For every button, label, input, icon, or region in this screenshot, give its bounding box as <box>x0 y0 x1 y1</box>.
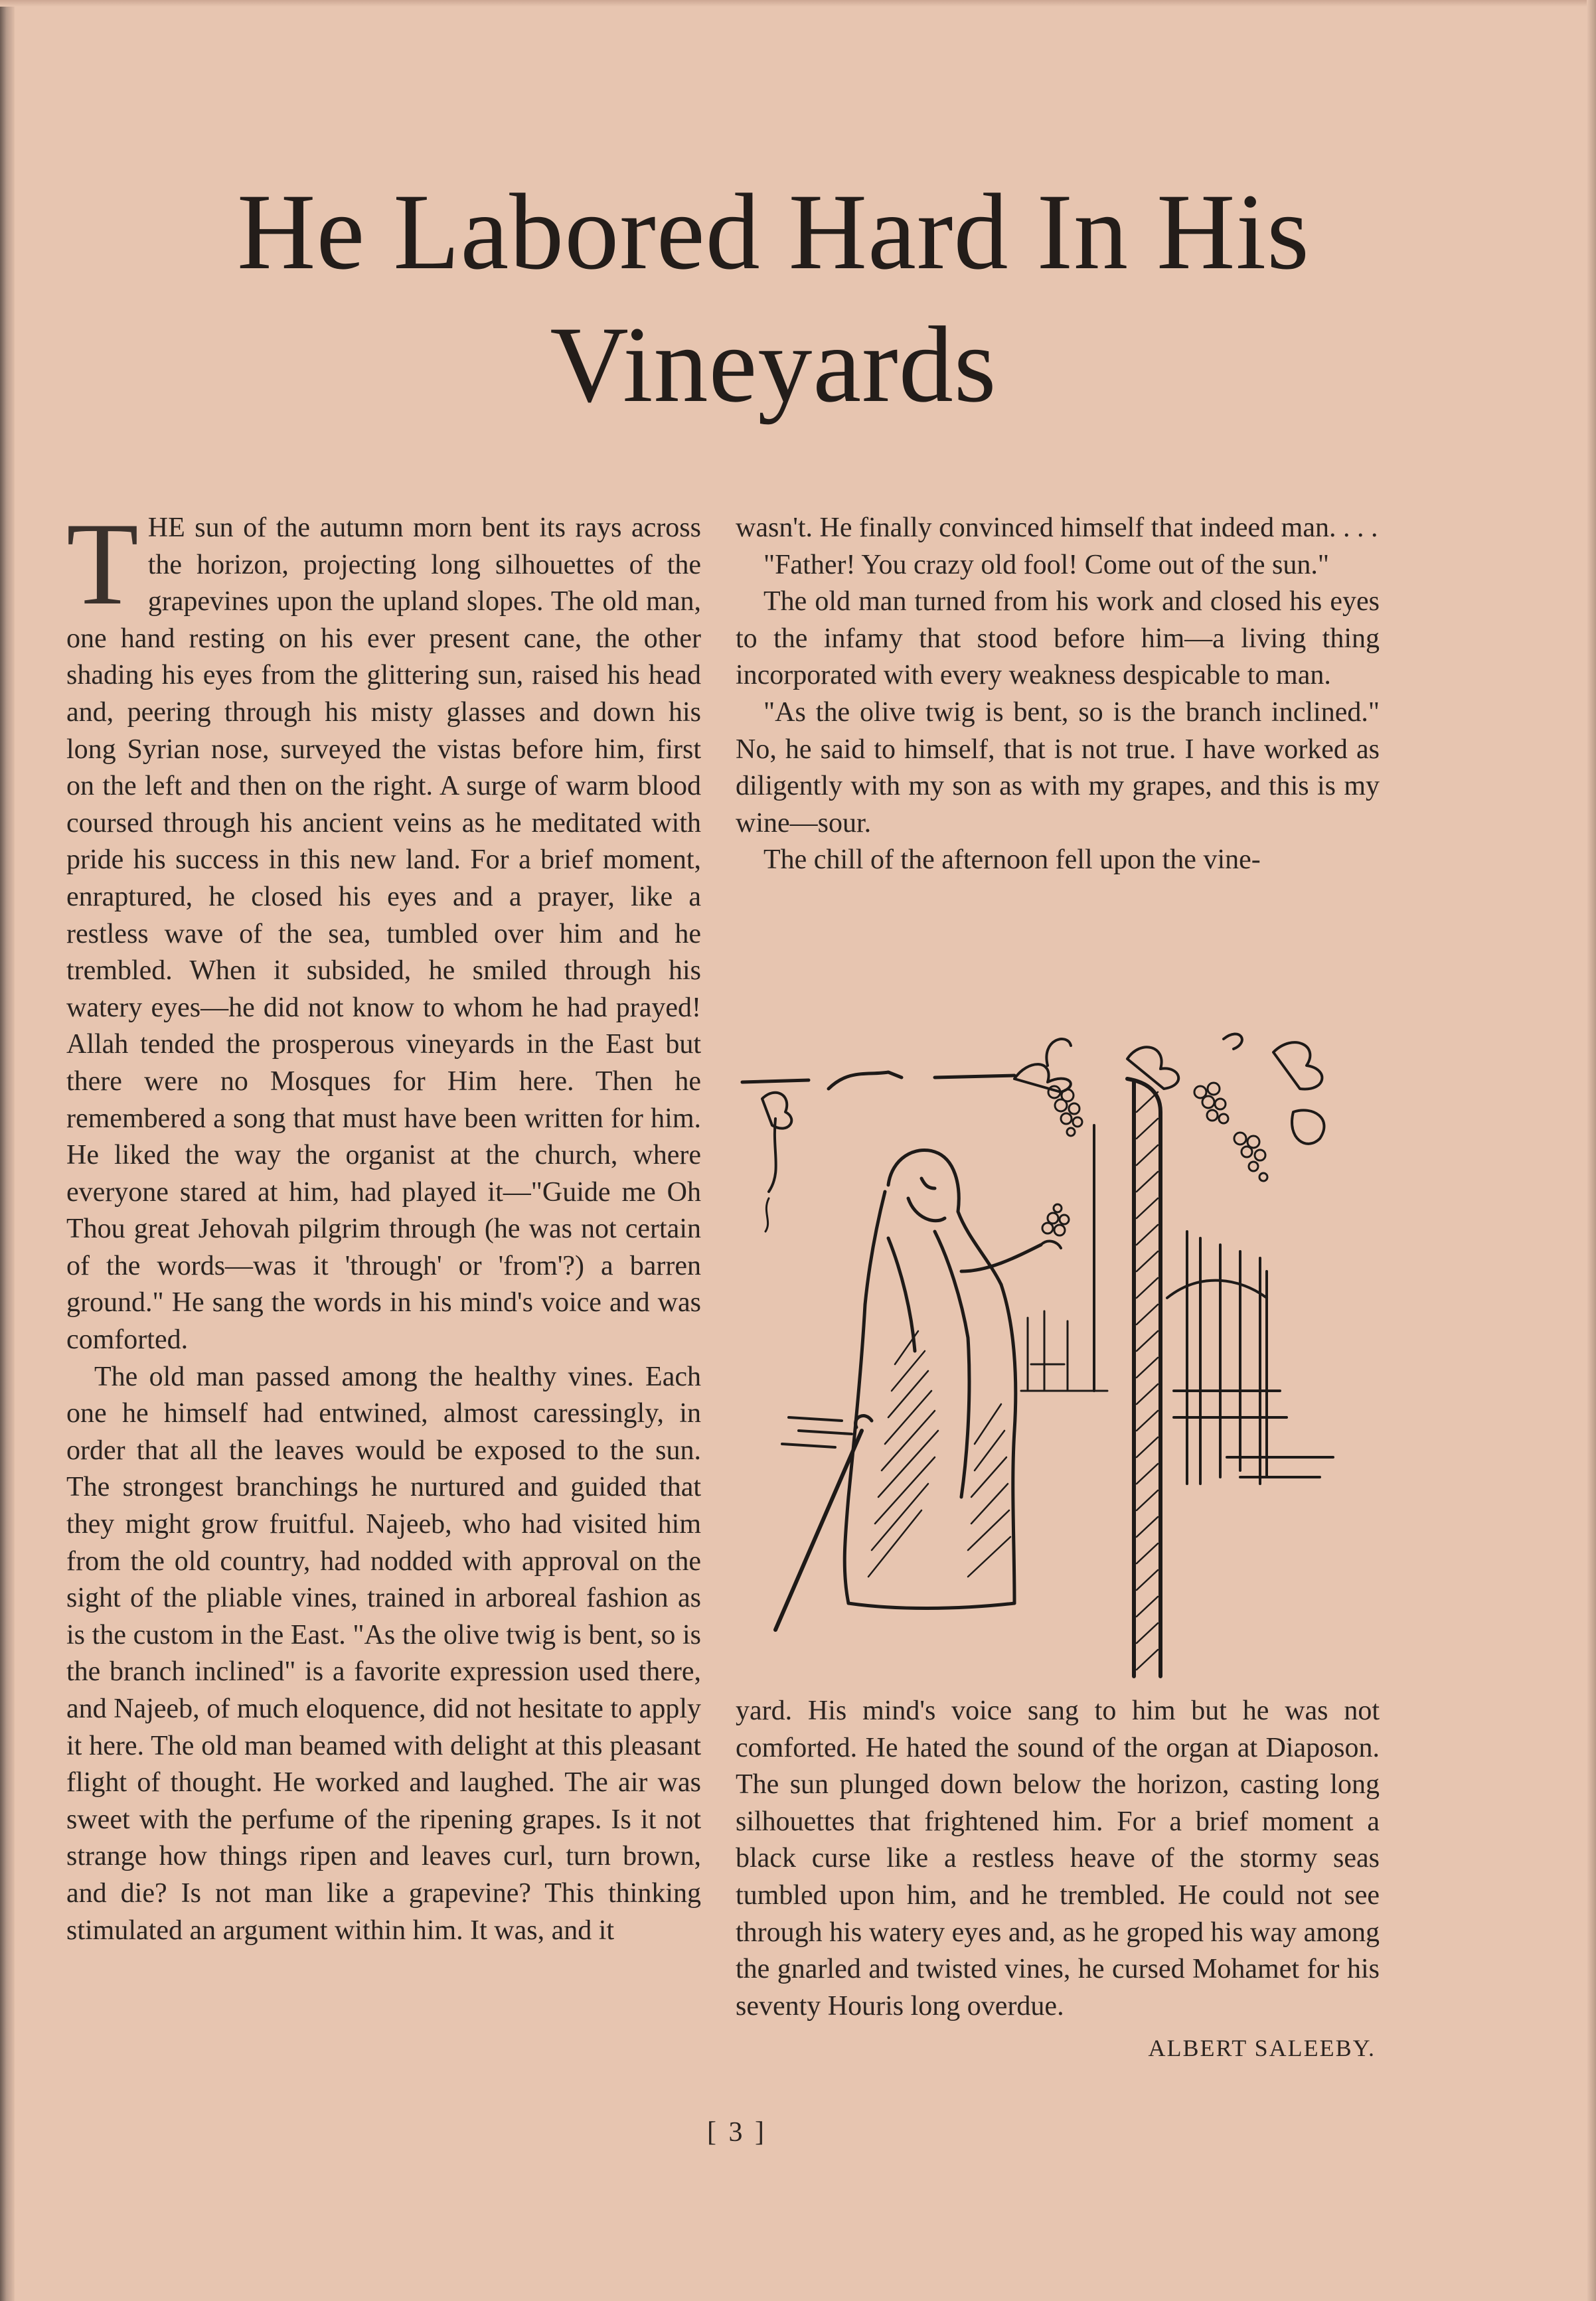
paragraph-4: "Father! You crazy old fool! Come out of the sun." <box>763 549 1329 580</box>
author-byline: ALBERT SALEEBY. <box>1148 2035 1376 2062</box>
paragraph-1-text: HE sun of the autumn morn bent its rays across the horizon, projecting long silhouettes of the grapevines upon the upland slopes. The old man, one hand resting on his ever present cane, the other shading his eyes from the glittering sun, raised his head and, peering through his misty glasses and down his long Syrian nose, surveyed the vistas before him, first on the left and then on the right. A surge of warm blood coursed through his ancient veins as he meditated with pride his success in this new land. For a brief moment, enraptured, he closed his eyes and a prayer, like a restless wave of the sea, tumbled over him and he trembled. When it subsided, he smiled through his watery eyes—he did not know to whom he had prayed! Allah tended the prosperous vineyards in the East but there were no Mosques for Him here. Then he remembered a song that must have been written for him. He liked the way the organist at the church, where everyone stared at him, had played it—"Guide me Oh Thou great Jehovah pilgrim through (he was not certain of the words—was it 'through' or 'from'?) a barren ground." He sang the words in his mind's voice and was comforted. <box>66 513 701 1356</box>
page-top-edge <box>0 0 1596 7</box>
page-number: [ 3 ] <box>707 2117 767 2148</box>
paragraph-1 <box>66 498 701 1359</box>
page-right-edge <box>1587 0 1596 2301</box>
page-binding-edge <box>0 0 15 2301</box>
paragraph-3: wasn't. He finally convinced himself that indeed man. . . . <box>736 513 1378 543</box>
article-title: He Labored Hard In His Vineyards <box>237 172 1310 425</box>
paragraph-2: The old man passed among the healthy vines. Each one he himself had entwined, almost caressingly, in order that all the leaves would be exposed to the sun. The strongest branchings he nurtured and guided that they might grow fruitful. Najeeb, who had visited him from the old country, had nodded with approval on the sight of the pliable vines, trained in arboreal fashion as is the custom in the East. "As the olive twig is bent, so is the branch inclined" is a favorite expression used there, and Najeeb, of much eloquence, did not hesitate to apply it here. The old man beamed with delight at this pleasant flight of thought. He worked and laughed. The air was sweet with the perfume of the ripening grapes. Is it not strange how things ripen and leaves curl, turn brown, and die? Is not man like a grapevine? This thinking stimulated an argument within him. It was, and it <box>66 1361 701 1946</box>
paragraph-8: yard. His mind's voice sang to him but he was not comforted. He hated the sound of the organ at Diaposon. The sun plunged down below the horizon, casting long silhouettes that frightened him. For a brief moment a black curse like a restless heave of the stormy seas tumbled upon him, and he trembled. He could not see through his watery eyes and, as he groped his way among the gnarled and twisted vines, he cursed Mohamet for his seventy Houris long overdue. <box>736 1696 1380 2022</box>
paragraph-7: The chill of the afternoon fell upon the vine- <box>763 844 1261 876</box>
right-column-bottom <box>736 1693 1380 2067</box>
vineyard-illustration-icon <box>736 1019 1380 1683</box>
paragraph-5: The old man turned from his work and closed his eyes to the infamy that stood before him—a living thing incorporated with every weakness despicable to man. <box>736 586 1380 691</box>
drop-cap: T <box>66 498 139 629</box>
paragraph-6: "As the olive twig is bent, so is the branch inclined." No, he said to himself, that is not true. I have worked as diligently with my son as with my grapes, and this is my wine—sour. <box>736 696 1380 838</box>
right-column-top <box>736 510 1380 879</box>
left-column <box>66 498 701 1949</box>
